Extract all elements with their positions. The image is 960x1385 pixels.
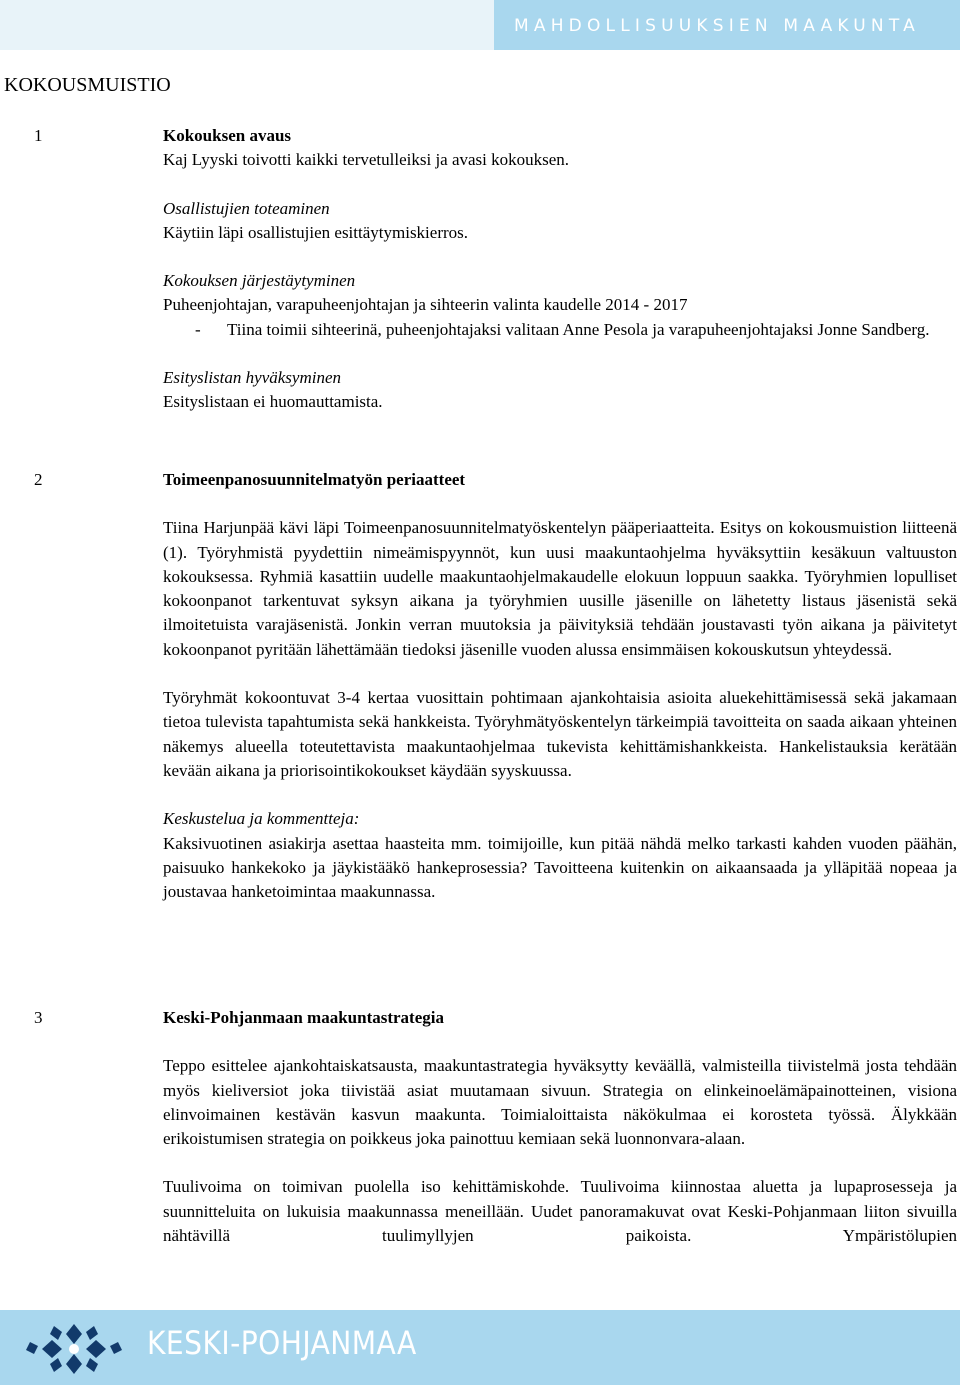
section-1	[163, 124, 957, 415]
subsection-text: Käytiin läpi osallistujien esittäytymiskierros.	[163, 222, 469, 242]
section-1-number: 1	[34, 126, 43, 145]
paragraph: Työryhmät kokoontuvat 3-4 kertaa vuosittain pohtimaan ajankohtaisia asioita aluekehittämisessä sekä jakamaan tietoa tulevista tapahtumista sekä hankkeista. Työryhmätyöskentelyn tärkeimpiä tavoitteita on saada aikaan yhteinen näkemys alueella toteutettavista maakuntaohjelmaa tukevista kehittämishankkeista. Hankelistauksia kerätään kevään aikana ja priorisointikokoukset käydään syyskuussa.	[163, 688, 957, 780]
subsection-heading: Kokouksen järjestäytyminen	[163, 271, 356, 291]
footer-region-name: KESKI-POHJANMAA	[147, 1324, 417, 1362]
subsection-text: Esityslistaan ei huomauttamista.	[163, 392, 383, 412]
section-3-number: 3	[34, 1008, 43, 1027]
bullet-item	[163, 318, 957, 342]
section-1-text: Kaj Lyyski toivotti kaikki tervetulleiksi ja avasi kokouksen.	[163, 150, 570, 170]
paragraph: Tuulivoima on toimivan puolella iso kehittämiskohde. Tuulivoima kiinnostaa aluetta ja lupaprosesseja ja suunnitteluita on lukuisia maakunnassa meneillään. Uudet panoramakuvat ovat Keski-Pohjanmaan liiton sivuilla nähtävillä tuulimyllyjen paikoista. Ympäristölupien	[163, 1177, 957, 1246]
footer-band	[0, 1310, 960, 1385]
bullet-dash: -	[195, 319, 201, 339]
section-1-heading: Kokouksen avaus	[163, 126, 292, 145]
paragraph: Tiina Harjunpää kävi läpi Toimeenpanosuunnitelmatyöskentelyn pääperiaatteita. Esitys on kokousmuistion liitteenä (1). Työryhmistä pyydettiin nimeämispyynnöt, kun uusi maakuntaohjelma hyväksyttiin kesäkuun valtuuston kokouksessa. Ryhmiä kasattiin uudelle maakuntaohjelmakaudelle elokuun loppuun saakka. Työryhmien lopulliset kokoonpanot tarkentuvat syksyn aikana ja työryhmien uusille jäsenille on lähetetty listaus jäsenistä sekä ilmoitetuista varajäsenistä. Jonkin verran muutoksia ja päivityksiä tehdään joustavasti työn aikana ja päivitetyt kokoonpanot pyritään lähettämään tiedoksi jäsenille vuoden alussa ensimmäisen kokouskutsun yhteydessä.	[163, 518, 957, 659]
section-2-number: 2	[34, 470, 43, 489]
discussion-text: Kaksivuotinen asiakirja asettaa haasteita mm. toimijoille, kun pitää nähdä melko tarkasti kahden vuoden päähän, paisuuko hankekoko ja jäykistääkö hankeprosessia? Tavoitteena kuitenkin on aikaansaada ja ylläpitää nopeaa ja joustavaa hanketoimintaa maakunnassa.	[163, 833, 957, 902]
paragraph: Teppo esittelee ajankohtaiskatsausta, maakuntastrategia hyväksytty keväällä, valmisteilla tiivistelmä josta tehdään myös kieliversiot joka tiivistää asiat muutamaan sivuun. Strategia on elinkeinoelämäpainotteinen, visiona elinvoimainen kestävän kasvun maakunta. Toimialoittaista näkökulmaa ei korosteta työssä. Älykkään erikoistumisen strategia on poikkeus joka painottuu kemiaan sekä luonnonvara-alaan.	[163, 1056, 957, 1149]
document-title: KOKOUSMUISTIO	[4, 74, 171, 96]
discussion-heading: Keskustelua ja kommentteja:	[163, 809, 360, 829]
bullet-text: Tiina toimii sihteerinä, puheenjohtajaksi valitaan Anne Pesola ja varapuheenjohtajaksi Jonne Sandberg.	[227, 319, 930, 339]
section-2-heading: Toimeenpanosuunnitelmatyön periaatteet	[163, 470, 466, 489]
header-band	[0, 0, 960, 50]
section-3-heading: Keski-Pohjanmaan maakuntastrategia	[163, 1008, 444, 1027]
section-2	[163, 468, 957, 904]
keski-pohjanmaa-emblem-icon	[22, 1320, 126, 1378]
subsection-heading: Osallistujien toteaminen	[163, 198, 330, 218]
section-3	[163, 1006, 957, 1248]
subsection-heading: Esityslistan hyväksyminen	[163, 368, 341, 388]
header-tagline: MAHDOLLISUUKSIEN MAAKUNTA	[514, 16, 920, 36]
subsection-text: Puheenjohtajan, varapuheenjohtajan ja sihteerin valinta kaudelle 2014 - 2017	[163, 295, 688, 315]
